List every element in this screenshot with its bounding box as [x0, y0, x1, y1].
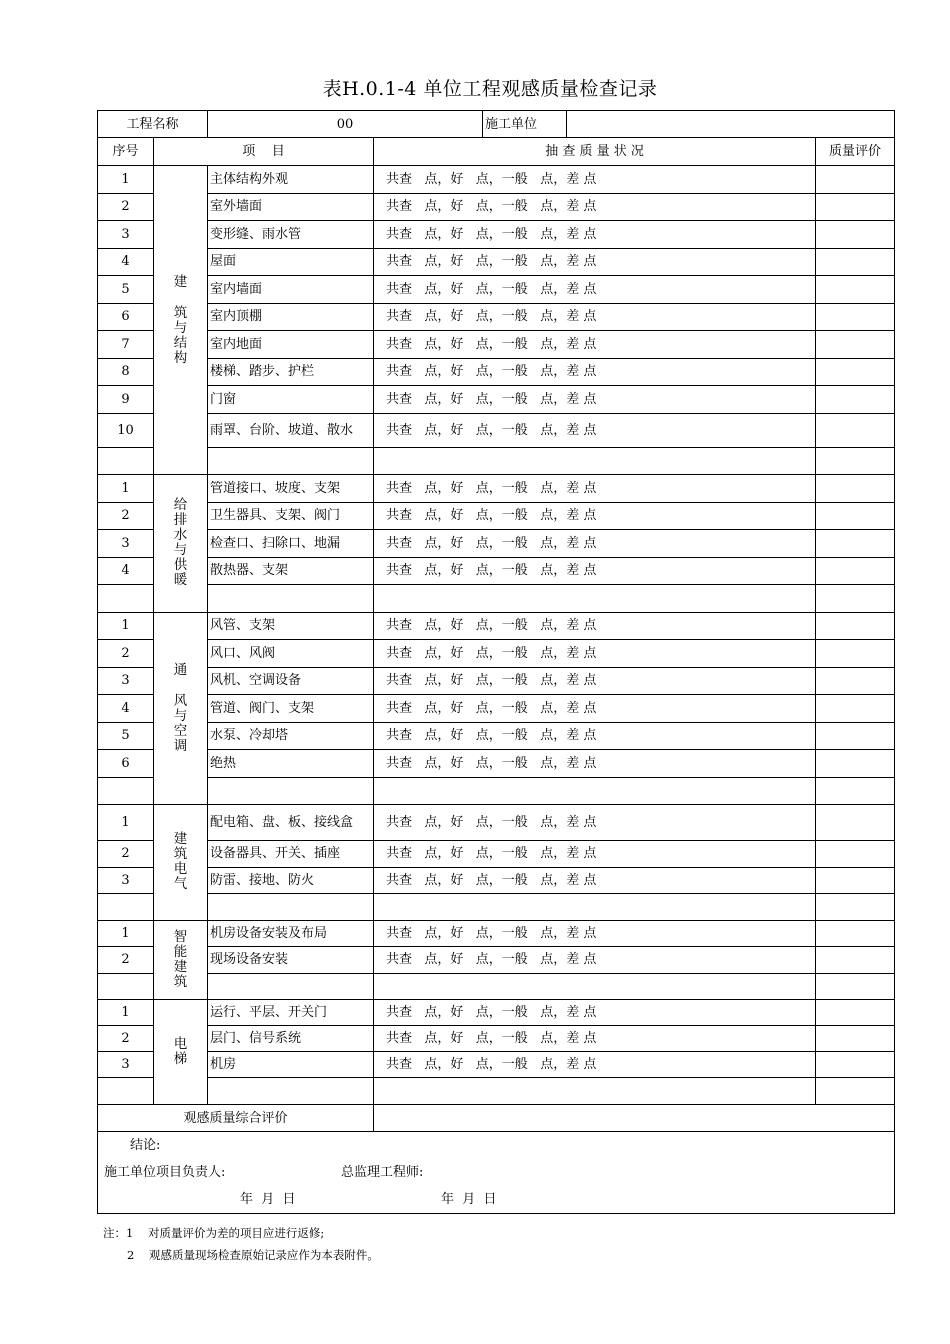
- item-name: 检查口、扫除口、地漏: [208, 530, 374, 558]
- blank-row: [98, 973, 895, 1000]
- check-status[interactable]: 共查 点，好 点，一般 点，差 点: [374, 695, 816, 723]
- row-number: [98, 973, 154, 1000]
- item-name: 变形缝、雨水管: [208, 221, 374, 249]
- quality-rating[interactable]: [816, 166, 895, 194]
- row-number: 5: [98, 276, 154, 304]
- blank-row: [98, 777, 895, 805]
- item-name: 运行、平层、开关门: [208, 1000, 374, 1026]
- table-row: [98, 502, 895, 530]
- quality-rating[interactable]: [816, 276, 895, 304]
- item-name: 设备器具、开关、插座: [208, 841, 374, 868]
- quality-rating[interactable]: [816, 386, 895, 414]
- item-name: 室内地面: [208, 331, 374, 359]
- rating-header: 质量评价: [816, 138, 895, 166]
- quality-rating[interactable]: [816, 947, 895, 974]
- row-number: [98, 585, 154, 613]
- row-number: 8: [98, 358, 154, 386]
- check-status[interactable]: 共查 点，好 点，一般 点，差 点: [374, 413, 816, 447]
- check-status[interactable]: 共查 点，好 点，一般 点，差 点: [374, 221, 816, 249]
- item-name: [208, 973, 374, 1000]
- quality-rating[interactable]: [816, 695, 895, 723]
- item-name: [208, 894, 374, 921]
- quality-rating[interactable]: [816, 722, 895, 750]
- row-number: 4: [98, 557, 154, 585]
- item-header: 项 目: [154, 138, 374, 166]
- table-row: [98, 276, 895, 304]
- quality-rating[interactable]: [816, 805, 895, 841]
- check-status[interactable]: 共查 点，好 点，一般 点，差 点: [374, 612, 816, 640]
- table-row: [98, 386, 895, 414]
- item-name: [208, 1078, 374, 1105]
- conclusion-label: 结论:: [130, 1138, 161, 1153]
- date-left: 年 月 日: [240, 1192, 296, 1207]
- row-number: 1: [98, 805, 154, 841]
- blank-row: [98, 894, 895, 921]
- category-label: 智 能 建 筑: [154, 920, 208, 1000]
- seq-header: 序号: [98, 138, 154, 166]
- item-name: 机房设备安装及布局: [208, 920, 374, 947]
- quality-rating: [816, 894, 895, 921]
- item-name: 绝热: [208, 750, 374, 778]
- check-status[interactable]: 共查 点，好 点，一般 点，差 点: [374, 530, 816, 558]
- category-label: 建 筑 与 结 构: [154, 166, 208, 475]
- row-number: 4: [98, 695, 154, 723]
- item-name: 室内墙面: [208, 276, 374, 304]
- category-label: 给 排 水 与 供 暖: [154, 475, 208, 613]
- quality-rating[interactable]: [816, 502, 895, 530]
- check-status[interactable]: 共查 点，好 点，一般 点，差 点: [374, 331, 816, 359]
- blank-row: [98, 447, 895, 475]
- check-status[interactable]: 共查 点，好 点，一般 点，差 点: [374, 166, 816, 194]
- table-row: [98, 475, 895, 503]
- row-number: 10: [98, 413, 154, 447]
- row-number: 3: [98, 667, 154, 695]
- item-name: 现场设备安装: [208, 947, 374, 974]
- category-label: 通 风 与 空 调: [154, 612, 208, 805]
- project-name-value[interactable]: 00: [208, 111, 483, 138]
- date-right: 年 月 日: [441, 1192, 497, 1207]
- check-status[interactable]: 共查 点，好 点，一般 点，差 点: [374, 502, 816, 530]
- table-row: [98, 640, 895, 668]
- table-row: [98, 920, 895, 947]
- check-status[interactable]: 共查 点，好 点，一般 点，差 点: [374, 475, 816, 503]
- blank-row: [98, 1078, 895, 1105]
- item-name: 门窗: [208, 386, 374, 414]
- note-1: 注：1 对质量评价为差的项目应进行返修;: [103, 1226, 325, 1240]
- item-name: 机房: [208, 1052, 374, 1078]
- quality-rating[interactable]: [816, 530, 895, 558]
- item-name: 室内顶棚: [208, 303, 374, 331]
- row-number: 9: [98, 386, 154, 414]
- item-name: [208, 585, 374, 613]
- check-status: [374, 1078, 816, 1105]
- quality-rating[interactable]: [816, 841, 895, 868]
- overall-label: 观感质量综合评价: [98, 1105, 374, 1132]
- row-number: 2: [98, 502, 154, 530]
- overall-value[interactable]: [374, 1105, 895, 1132]
- table-row: [98, 530, 895, 558]
- row-number: 1: [98, 920, 154, 947]
- check-status[interactable]: 共查 点，好 点，一般 点，差 点: [374, 805, 816, 841]
- row-number: 3: [98, 530, 154, 558]
- check-status: [374, 777, 816, 805]
- table-row: [98, 1000, 895, 1026]
- check-status[interactable]: 共查 点，好 点，一般 点，差 点: [374, 557, 816, 585]
- quality-rating[interactable]: [816, 667, 895, 695]
- chief-supervisor-label: 总监理工程师:: [341, 1165, 424, 1180]
- row-number: 6: [98, 750, 154, 778]
- table-row: [98, 248, 895, 276]
- quality-rating[interactable]: [816, 1026, 895, 1052]
- check-status: [374, 894, 816, 921]
- row-number: 2: [98, 193, 154, 221]
- table-row: [98, 166, 895, 194]
- check-status[interactable]: 共查 点，好 点，一般 点，差 点: [374, 193, 816, 221]
- quality-rating: [816, 973, 895, 1000]
- item-name: 防雷、接地、防火: [208, 867, 374, 894]
- check-status[interactable]: 共查 点，好 点，一般 点，差 点: [374, 303, 816, 331]
- row-number: [98, 777, 154, 805]
- row-number: 1: [98, 612, 154, 640]
- table-row: [98, 612, 895, 640]
- table-row: [98, 750, 895, 778]
- item-name: 管道接口、坡度、支架: [208, 475, 374, 503]
- check-status: [374, 973, 816, 1000]
- quality-rating[interactable]: [816, 920, 895, 947]
- row-number: 3: [98, 867, 154, 894]
- check-status[interactable]: 共查 点，好 点，一般 点，差 点: [374, 867, 816, 894]
- item-name: 层门、信号系统: [208, 1026, 374, 1052]
- item-name: 雨罩、台阶、坡道、散水: [208, 413, 374, 447]
- quality-rating[interactable]: [816, 867, 895, 894]
- quality-rating: [816, 447, 895, 475]
- item-name: 风管、支架: [208, 612, 374, 640]
- quality-rating: [816, 1078, 895, 1105]
- inspection-groups: [98, 166, 895, 1105]
- table-row: [98, 303, 895, 331]
- table-row: [98, 805, 895, 841]
- check-header: 抽 查 质 量 状 况: [374, 138, 816, 166]
- item-name: 主体结构外观: [208, 166, 374, 194]
- row-number: 2: [98, 947, 154, 974]
- row-number: [98, 447, 154, 475]
- quality-rating[interactable]: [816, 193, 895, 221]
- row-number: 1: [98, 1000, 154, 1026]
- row-number: 3: [98, 1052, 154, 1078]
- quality-rating: [816, 777, 895, 805]
- quality-rating[interactable]: [816, 640, 895, 668]
- quality-rating[interactable]: [816, 557, 895, 585]
- item-name: 楼梯、踏步、护栏: [208, 358, 374, 386]
- category-label: 电 梯: [154, 1000, 208, 1105]
- contractor-label: 施工单位: [483, 111, 567, 138]
- table-row: [98, 722, 895, 750]
- row-number: 5: [98, 722, 154, 750]
- row-number: 7: [98, 331, 154, 359]
- check-status[interactable]: 共查 点，好 点，一般 点，差 点: [374, 248, 816, 276]
- table-row: [98, 867, 895, 894]
- check-status[interactable]: 共查 点，好 点，一般 点，差 点: [374, 386, 816, 414]
- check-status[interactable]: 共查 点，好 点，一般 点，差 点: [374, 947, 816, 974]
- check-status[interactable]: 共查 点，好 点，一般 点，差 点: [374, 920, 816, 947]
- quality-rating[interactable]: [816, 331, 895, 359]
- item-name: 水泵、冷却塔: [208, 722, 374, 750]
- table-row: [98, 667, 895, 695]
- table-row: [98, 1052, 895, 1078]
- item-name: 风机、空调设备: [208, 667, 374, 695]
- project-name-label: 工程名称: [98, 111, 208, 138]
- table-row: [98, 695, 895, 723]
- check-status[interactable]: 共查 点，好 点，一般 点，差 点: [374, 667, 816, 695]
- row-number: [98, 1078, 154, 1105]
- table-row: [98, 193, 895, 221]
- row-number: 3: [98, 221, 154, 249]
- table-row: [98, 557, 895, 585]
- check-status[interactable]: 共查 点，好 点，一般 点，差 点: [374, 750, 816, 778]
- category-label: 建 筑 电 气: [154, 805, 208, 921]
- row-number: 6: [98, 303, 154, 331]
- item-name: 风口、风阀: [208, 640, 374, 668]
- table-row: [98, 331, 895, 359]
- check-status[interactable]: 共查 点，好 点，一般 点，差 点: [374, 1000, 816, 1026]
- table-row: [98, 358, 895, 386]
- contractor-manager-label: 施工单位项目负责人:: [104, 1165, 226, 1180]
- table-row: [98, 1026, 895, 1052]
- row-number: 2: [98, 1026, 154, 1052]
- conclusion-block: [98, 1132, 895, 1214]
- table-row: [98, 841, 895, 868]
- blank-row: [98, 585, 895, 613]
- quality-rating: [816, 585, 895, 613]
- quality-rating[interactable]: [816, 248, 895, 276]
- contractor-value[interactable]: [567, 111, 895, 138]
- quality-rating[interactable]: [816, 612, 895, 640]
- item-name: [208, 447, 374, 475]
- row-number: 1: [98, 475, 154, 503]
- item-name: [208, 777, 374, 805]
- quality-rating[interactable]: [816, 358, 895, 386]
- item-name: 屋面: [208, 248, 374, 276]
- table-row: [98, 413, 895, 447]
- row-number: 2: [98, 640, 154, 668]
- inspection-table: [97, 110, 895, 1214]
- table-row: [98, 221, 895, 249]
- note-2: 2 观感质量现场检查原始记录应作为本表附件。: [127, 1248, 379, 1262]
- item-name: 室外墙面: [208, 193, 374, 221]
- form-title: 表H.0.1-4 单位工程观感质量检查记录: [322, 78, 658, 100]
- check-status[interactable]: 共查 点，好 点，一般 点，差 点: [374, 640, 816, 668]
- row-number: [98, 894, 154, 921]
- row-number: 1: [98, 166, 154, 194]
- quality-rating[interactable]: [816, 750, 895, 778]
- quality-rating[interactable]: [816, 221, 895, 249]
- quality-rating[interactable]: [816, 1052, 895, 1078]
- item-name: 管道、阀门、支架: [208, 695, 374, 723]
- quality-rating[interactable]: [816, 1000, 895, 1026]
- check-status[interactable]: 共查 点，好 点，一般 点，差 点: [374, 722, 816, 750]
- check-status[interactable]: 共查 点，好 点，一般 点，差 点: [374, 1026, 816, 1052]
- check-status[interactable]: 共查 点，好 点，一般 点，差 点: [374, 276, 816, 304]
- row-number: 2: [98, 841, 154, 868]
- check-status[interactable]: 共查 点，好 点，一般 点，差 点: [374, 1052, 816, 1078]
- check-status[interactable]: 共查 点，好 点，一般 点，差 点: [374, 358, 816, 386]
- item-name: 配电箱、盘、板、接线盒: [208, 805, 374, 841]
- quality-rating[interactable]: [816, 303, 895, 331]
- check-status: [374, 585, 816, 613]
- row-number: 4: [98, 248, 154, 276]
- item-name: 卫生器具、支架、阀门: [208, 502, 374, 530]
- item-name: 散热器、支架: [208, 557, 374, 585]
- check-status[interactable]: 共查 点，好 点，一般 点，差 点: [374, 841, 816, 868]
- quality-rating[interactable]: [816, 413, 895, 447]
- check-status: [374, 447, 816, 475]
- table-row: [98, 947, 895, 974]
- quality-rating[interactable]: [816, 475, 895, 503]
